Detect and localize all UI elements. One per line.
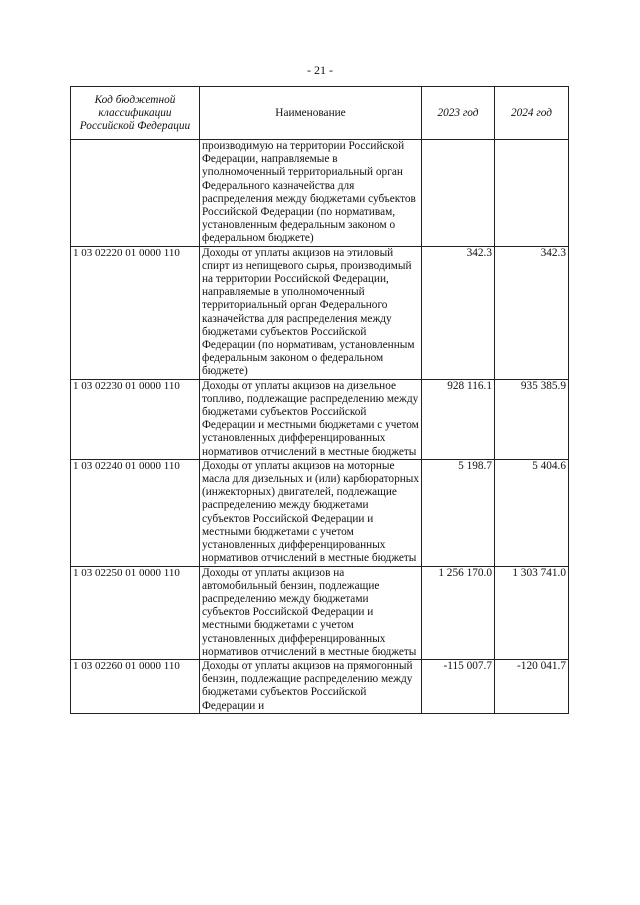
table-row <box>71 246 569 379</box>
table-row <box>71 140 569 247</box>
row-value-2024: 935 385.9 <box>495 379 569 459</box>
row-name: Доходы от уплаты акцизов на моторные масла для дизельных и (или) карбюраторных (инжекторных) двигателей, подлежащие распределению между бюджетами субъектов Российской Федерации и местными бюджетами с учетом установленных дифференцированных нормативов отчислений в местные бюджеты <box>200 459 422 566</box>
row-name: Доходы от уплаты акцизов на дизельное топливо, подлежащие распределению между бюджетами субъектов Российской Федерации и местными бюджетами с учетом установленных дифференцированных нормативов отчислений в местные бюджеты <box>200 379 422 459</box>
row-code: 1 03 02240 01 0000 110 <box>71 459 200 566</box>
row-value-2023: -115 007.7 <box>422 659 495 713</box>
row-value-2023: 928 116.1 <box>422 379 495 459</box>
row-value-2024: 1 303 741.0 <box>495 566 569 659</box>
table-row <box>71 566 569 659</box>
row-value-2023: 1 256 170.0 <box>422 566 495 659</box>
table-row <box>71 659 569 713</box>
row-code <box>71 140 200 247</box>
row-name: Доходы от уплаты акцизов на прямогонный бензин, подлежащие распределению между бюджетами субъектов Российской Федерации и <box>200 659 422 713</box>
table-row <box>71 459 569 566</box>
row-code: 1 03 02250 01 0000 110 <box>71 566 200 659</box>
row-value-2024: 5 404.6 <box>495 459 569 566</box>
table-row <box>71 379 569 459</box>
header-2023: 2023 год <box>422 87 495 140</box>
row-value-2024: -120 041.7 <box>495 659 569 713</box>
row-code: 1 03 02230 01 0000 110 <box>71 379 200 459</box>
row-value-2024 <box>495 140 569 247</box>
header-code: Код бюджетной классификации Российской Федерации <box>71 87 200 140</box>
header-2024: 2024 год <box>495 87 569 140</box>
row-code: 1 03 02260 01 0000 110 <box>71 659 200 713</box>
page-number: - 21 - <box>307 63 333 77</box>
row-value-2023: 342.3 <box>422 246 495 379</box>
row-value-2023: 5 198.7 <box>422 459 495 566</box>
row-name: Доходы от уплаты акцизов на этиловый спирт из непищевого сырья, производимый на территории Российской Федерации, направляемые в уполномоченный территориальный орган Федерального казначейства для распределения между бюджетами субъектов Российской Федерации (по нормативам, установленным федеральным законом о федеральном бюджете) <box>200 246 422 379</box>
row-value-2024: 342.3 <box>495 246 569 379</box>
row-code: 1 03 02220 01 0000 110 <box>71 246 200 379</box>
row-value-2023 <box>422 140 495 247</box>
table-header-row <box>71 87 569 140</box>
header-name: Наименование <box>200 87 422 140</box>
budget-table <box>70 86 569 714</box>
row-name: Доходы от уплаты акцизов на автомобильный бензин, подлежащие распределению между бюджетами субъектов Российской Федерации и местными бюджетами с учетом установленных дифференцированных нормативов отчислений в местные бюджеты <box>200 566 422 659</box>
row-name: производимую на территории Российской Федерации, направляемые в уполномоченный территориальный орган Федерального казначейства для распределения между бюджетами субъектов Российской Федерации (по нормативам, установленным федеральным законом о федеральном бюджете) <box>200 140 422 247</box>
